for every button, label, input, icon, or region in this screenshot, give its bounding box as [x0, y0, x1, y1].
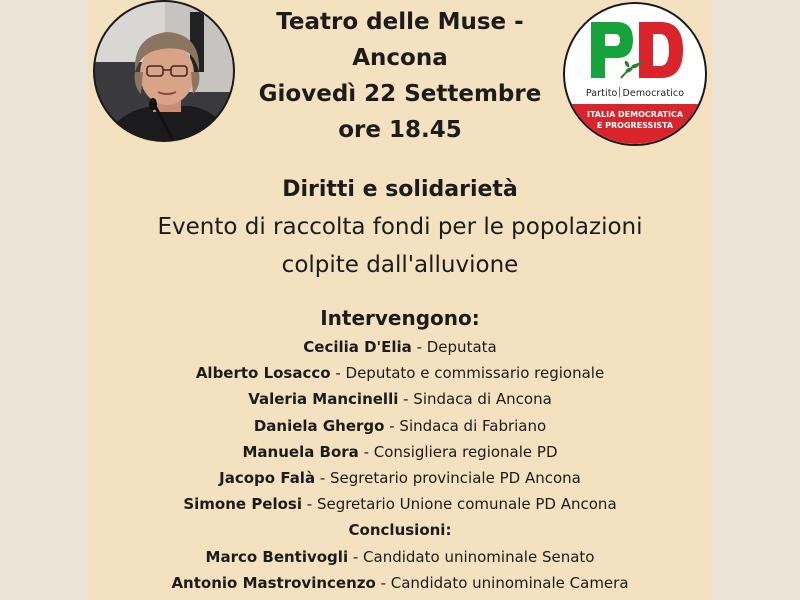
- speaker-row: [0, 465, 800, 491]
- speaker-row: [0, 334, 800, 360]
- speaker-role: - Deputata: [411, 338, 497, 356]
- speaker-name: Simone Pelosi: [183, 495, 302, 514]
- event-time: ore 18.45: [338, 117, 462, 143]
- speaker-role: - Deputato e commissario regionale: [330, 364, 605, 383]
- speaker-name: Valeria Mancinelli: [248, 390, 399, 409]
- speaker-row: [0, 386, 800, 412]
- conclusions-heading: Conclusioni:: [348, 521, 452, 540]
- logo-party-name: [565, 87, 705, 99]
- partito-democratico-logo: [563, 2, 707, 146]
- speaker-role: - Consigliera regionale PD: [358, 442, 558, 461]
- event-title: Diritti e solidarietà: [282, 177, 518, 202]
- speaker-portrait: [93, 0, 235, 142]
- speaker-role: - Candidato uninominale Senato: [348, 547, 595, 566]
- speaker-role: - Segretario Unione comunale PD Ancona: [302, 495, 617, 514]
- speaker-name: Manuela Bora: [242, 442, 359, 461]
- pd-letters-icon: [587, 18, 687, 82]
- speaker-role: - Sindaca di Fabriano: [384, 416, 547, 435]
- speakers-list: [0, 334, 800, 596]
- speaker-name: Daniela Ghergo: [253, 416, 385, 435]
- speaker-role: - Sindaca di Ancona: [398, 390, 552, 409]
- logo-band-line2: E PROGRESSISTA: [596, 120, 674, 130]
- conclusion-speaker-row: [0, 544, 800, 570]
- speaker-row: [0, 360, 800, 386]
- logo-name-left: Partito: [585, 88, 618, 99]
- event-description: [0, 208, 800, 284]
- speaker-name: Marco Bentivogli: [205, 547, 349, 566]
- venue: Teatro delle Muse -: [276, 9, 524, 35]
- speakers-heading: Intervengono:: [320, 306, 480, 330]
- conclusion-speaker-row: [0, 570, 800, 596]
- speaker-name: Antonio Mastrovincenzo: [171, 573, 376, 592]
- speaker-role: - Segretario provinciale PD Ancona: [315, 468, 581, 487]
- event-header: [240, 4, 560, 148]
- city: Ancona: [352, 45, 448, 71]
- description-line-1: Evento di raccolta fondi per le popolazioni: [157, 214, 643, 240]
- speaker-name: Cecilia D'Elia: [303, 338, 412, 356]
- description-line-2: colpite dall'alluvione: [281, 252, 519, 278]
- speaker-row: [0, 491, 800, 517]
- logo-red-band: [565, 104, 705, 146]
- speaker-name: Jacopo Falà: [219, 468, 316, 487]
- logo-name-right: Democratico: [622, 88, 685, 99]
- speaker-row: [0, 413, 800, 439]
- speaker-name: Alberto Losacco: [195, 364, 331, 383]
- speaker-row: [0, 439, 800, 465]
- logo-band-line1: ITALIA DEMOCRATICA: [586, 110, 684, 119]
- event-date: Giovedì 22 Settembre: [258, 81, 542, 107]
- speaker-role: - Candidato uninominale Camera: [375, 573, 629, 592]
